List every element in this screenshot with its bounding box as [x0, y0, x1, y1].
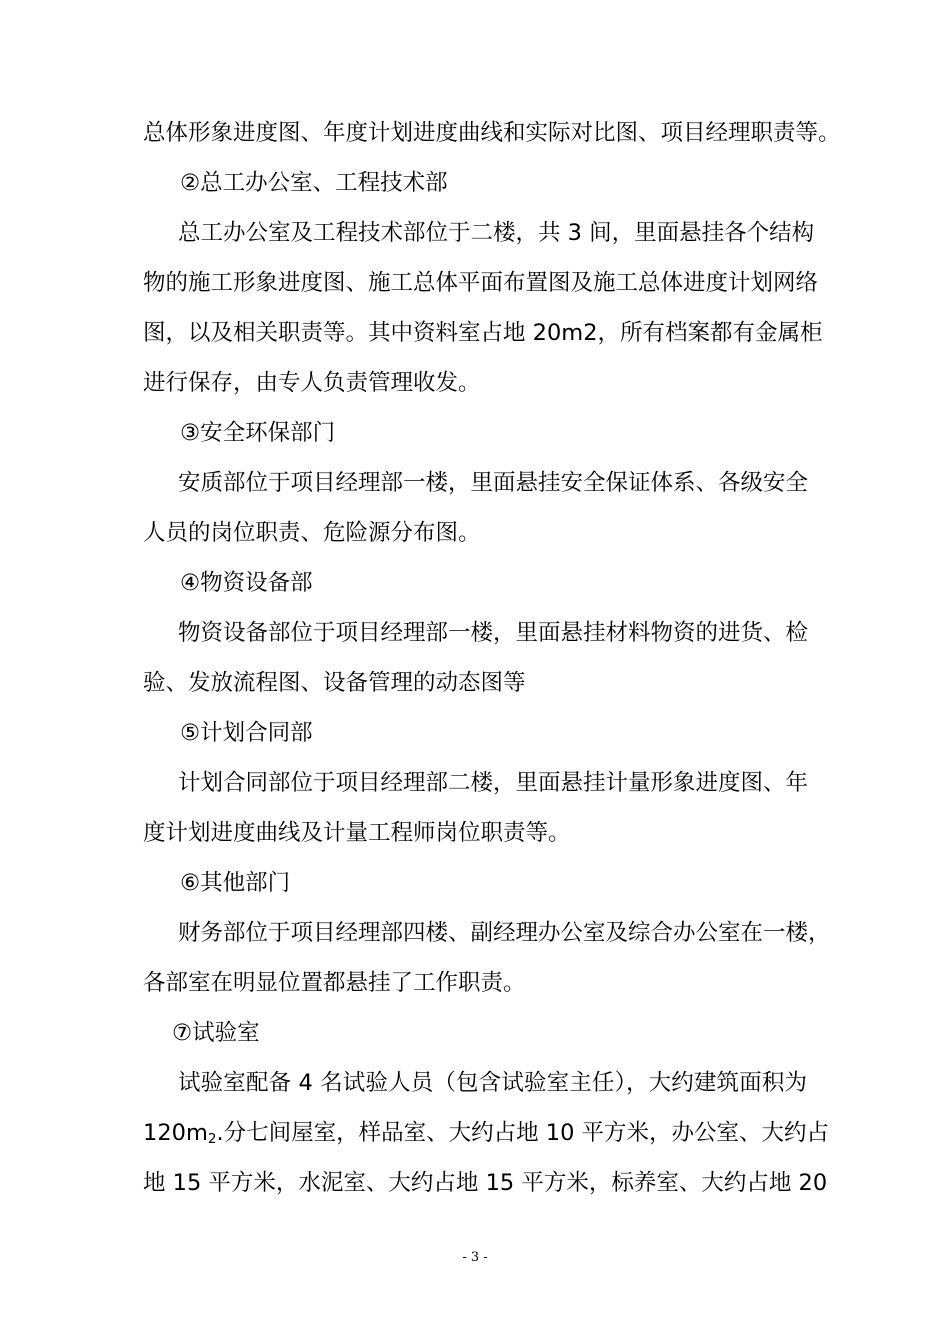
paragraph-line: 图，以及相关职责等。其中资料室占地 20m2，所有档案都有金属柜: [143, 320, 823, 346]
paragraph-line: 物的施工形象进度图、施工总体平面布置图及施工总体进度计划网络: [143, 270, 819, 296]
paragraph-line: 物资设备部位于项目经理部一楼，里面悬挂材料物资的进货、检: [178, 620, 809, 646]
section-heading-laboratory: ⑦试验室: [172, 1020, 260, 1046]
paragraph-line: 人员的岗位职责、危险源分布图。: [143, 520, 481, 546]
paragraph-line: 地 15 平方米，水泥室、大约占地 15 平方米，标养室、大约占地 20: [143, 1170, 828, 1196]
paragraph-line: 安质部位于项目经理部一楼，里面悬挂安全保证体系、各级安全: [178, 470, 809, 496]
section-heading-contracts: ⑤计划合同部: [180, 720, 313, 746]
paragraph-line: 度计划进度曲线及计量工程师岗位职责等。: [143, 820, 571, 846]
paragraph-line: 进行保存，由专人负责管理收发。: [143, 370, 481, 396]
paragraph-line: 总工办公室及工程技术部位于二楼，共 3 间，里面悬挂各个结构: [178, 220, 815, 246]
paragraph-line: 各部室在明显位置都悬挂了工作职责。: [143, 970, 526, 996]
paragraph-line: [143, 1118, 830, 1151]
line-continuation: .分七间屋室，样品室、大约占地 10 平方米，办公室、大约占: [216, 1120, 830, 1146]
paragraph-line: 验、发放流程图、设备管理的动态图等: [143, 670, 526, 696]
paragraph-line: 财务部位于项目经理部四楼、副经理办公室及综合办公室在一楼，: [178, 920, 831, 946]
section-heading-materials: ④物资设备部: [180, 570, 313, 596]
section-heading-safety: ③安全环保部门: [180, 420, 336, 446]
paragraph-line: 总体形象进度图、年度计划进度曲线和实际对比图、项目经理职责等。: [143, 120, 841, 146]
area-unit-subscript: 2: [207, 1130, 217, 1147]
paragraph-line: 试验室配备 4 名试验人员（包含试验室主任），大约建筑面积为: [178, 1070, 807, 1096]
area-value: 120m: [143, 1120, 208, 1146]
paragraph-line: 计划合同部位于项目经理部二楼，里面悬挂计量形象进度图、年: [178, 770, 809, 796]
section-heading-other: ⑥其他部门: [180, 870, 291, 896]
page-number: - 3 -: [462, 1250, 488, 1265]
section-heading-chief-engineer: ②总工办公室、工程技术部: [180, 170, 448, 196]
